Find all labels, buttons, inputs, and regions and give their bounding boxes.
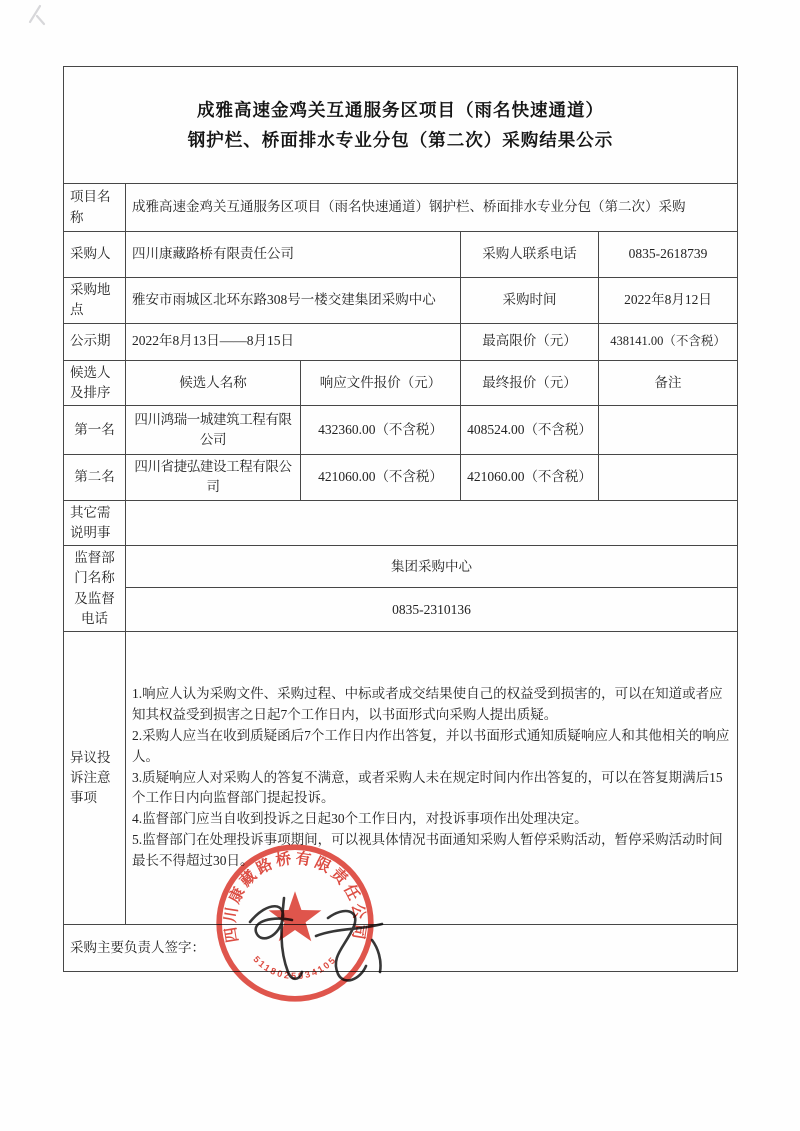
handwritten-signature bbox=[232, 888, 417, 1000]
pen-corner-mark bbox=[24, 2, 54, 28]
candidate-final-price: 421060.00（不含税） bbox=[461, 455, 599, 501]
objection-item-1: 1.响应人认为采购文件、采购过程、中标或者成交结果使自己的权益受到损害的，可以在知道或者应知其权益受到损害之日起7个工作日内，以书面形式向采购人提出质疑。 bbox=[132, 685, 723, 722]
publicity-period-value: 2022年8月13日——8月15日 bbox=[126, 323, 461, 360]
document-title bbox=[64, 67, 738, 184]
location-label: 采购地点 bbox=[64, 278, 126, 324]
supervision-label: 监督部门名称及监督电话 bbox=[64, 546, 126, 632]
location-value: 雅安市雨城区北环东路308号一楼交建集团采购中心 bbox=[126, 278, 461, 324]
purchaser-phone-label: 采购人联系电话 bbox=[461, 232, 599, 278]
max-price-label: 最高限价（元） bbox=[461, 323, 599, 360]
candidate-remark bbox=[599, 455, 738, 501]
remark-header: 备注 bbox=[599, 360, 738, 406]
purchaser-phone-value: 0835-2618739 bbox=[599, 232, 738, 278]
title-row bbox=[64, 67, 738, 184]
final-price-header: 最终报价（元） bbox=[461, 360, 599, 406]
objection-item-5: 5.监督部门在处理投诉事项期间，可以视具体情况书面通知采购人暂停采购活动，暂停采购活动时间最长不得超过30日。 bbox=[132, 832, 723, 869]
objection-row bbox=[64, 632, 738, 925]
seal-company-text: 四川康藏路桥有限责任公司 bbox=[221, 849, 369, 944]
candidate-doc-price: 432360.00（不含税） bbox=[301, 406, 461, 455]
signature-label: 采购主要负责人签字： bbox=[64, 925, 738, 972]
project-name-label: 项目名称 bbox=[64, 184, 126, 232]
candidate-name-header: 候选人名称 bbox=[126, 360, 301, 406]
purchaser-label: 采购人 bbox=[64, 232, 126, 278]
purchase-time-label: 采购时间 bbox=[461, 278, 599, 324]
seal-serial-number: 5118025034105 bbox=[251, 954, 339, 982]
candidate-rank-header: 候选人及排序 bbox=[64, 360, 126, 406]
purchaser-row bbox=[64, 232, 738, 278]
candidate-remark bbox=[599, 406, 738, 455]
candidate-final-price: 408524.00（不含税） bbox=[461, 406, 599, 455]
other-notes-label: 其它需说明事 bbox=[64, 500, 126, 546]
publicity-period-label: 公示期 bbox=[64, 323, 126, 360]
candidate-name: 四川省捷弘建设工程有限公司 bbox=[126, 455, 301, 501]
candidate-doc-price: 421060.00（不含税） bbox=[301, 455, 461, 501]
max-price-value: 438141.00（不含税） bbox=[599, 323, 738, 360]
candidate-name: 四川鸿瑞一城建筑工程有限公司 bbox=[126, 406, 301, 455]
supervision-dept-value: 集团采购中心 bbox=[126, 546, 738, 588]
supervision-phone-value: 0835-2310136 bbox=[126, 588, 738, 632]
objection-item-3: 3.质疑响应人对采购人的答复不满意，或者采购人未在规定时间内作出答复的，可以在答复期满后15个工作日内向监督部门提起投诉。 bbox=[132, 769, 723, 806]
candidate-row-1 bbox=[64, 406, 738, 455]
objection-label: 异议投诉注意事项 bbox=[64, 632, 126, 925]
procurement-result-table bbox=[63, 66, 738, 972]
objection-item-2: 2.采购人应当在收到质疑函后7个工作日内作出答复，并以书面形式通知质疑响应人和其他相关的响应人。 bbox=[132, 727, 730, 764]
location-row bbox=[64, 278, 738, 324]
publicity-period-row bbox=[64, 323, 738, 360]
candidates-header-row bbox=[64, 360, 738, 406]
title-line-1: 成雅高速金鸡关互通服务区项目（雨名快速通道） bbox=[197, 100, 605, 120]
purchaser-value: 四川康藏路桥有限责任公司 bbox=[126, 232, 461, 278]
other-notes-value bbox=[126, 500, 738, 546]
other-notes-row bbox=[64, 500, 738, 546]
purchase-time-value: 2022年8月12日 bbox=[599, 278, 738, 324]
candidate-row-2 bbox=[64, 455, 738, 501]
project-name-row bbox=[64, 184, 738, 232]
candidate-rank: 第二名 bbox=[64, 455, 126, 501]
doc-price-header: 响应文件报价（元） bbox=[301, 360, 461, 406]
project-name-value: 成雅高速金鸡关互通服务区项目（雨名快速通道）钢护栏、桥面排水专业分包（第二次）采购 bbox=[126, 184, 738, 232]
candidate-rank: 第一名 bbox=[64, 406, 126, 455]
supervision-dept-row bbox=[64, 546, 738, 588]
objection-item-4: 4.监督部门应当自收到投诉之日起30个工作日内，对投诉事项作出处理决定。 bbox=[132, 811, 588, 827]
title-line-2: 钢护栏、桥面排水专业分包（第二次）采购结果公示 bbox=[187, 130, 614, 150]
supervision-phone-row bbox=[64, 588, 738, 632]
